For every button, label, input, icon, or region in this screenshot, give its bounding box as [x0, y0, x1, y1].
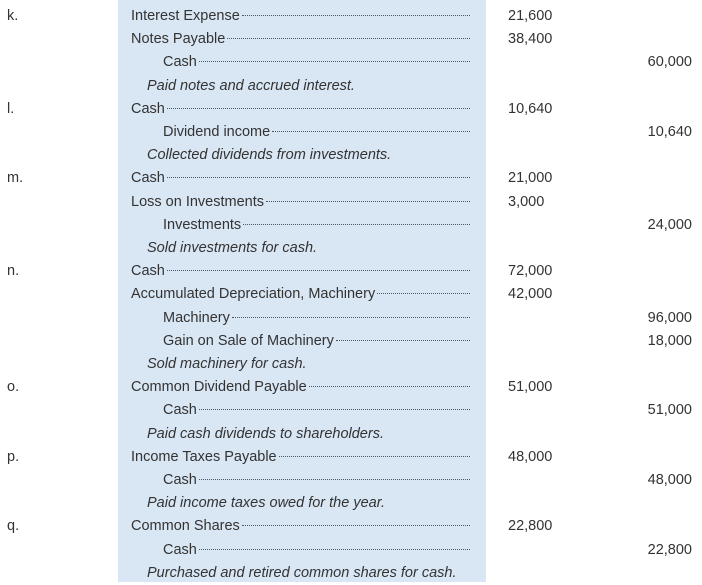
dotted-leader	[199, 478, 470, 480]
entry-memo: Collected dividends from investments.	[147, 147, 392, 164]
dotted-leader	[377, 292, 470, 294]
dotted-leader	[199, 408, 470, 410]
entry-memo: Paid income taxes owed for the year.	[147, 495, 386, 512]
credit-account	[163, 51, 470, 74]
entry-letter: m.	[7, 170, 24, 187]
account-name: Common Shares	[131, 518, 240, 535]
account-name: Cash	[163, 402, 197, 419]
account-name: Cash	[163, 472, 197, 488]
dotted-leader	[336, 339, 470, 341]
credit-account	[163, 307, 470, 330]
account-name: Gain on Sale of Machinery	[163, 332, 334, 349]
debit-account	[131, 446, 470, 469]
debit-account	[131, 28, 470, 51]
journal-line	[0, 51, 702, 74]
debit-amount: 10,640	[508, 100, 553, 117]
dotted-leader	[309, 385, 470, 387]
account-name: Investments	[163, 216, 242, 233]
journal-line	[0, 121, 702, 144]
account-name: Dividend income	[163, 124, 271, 140]
journal-line	[0, 191, 702, 214]
entry-letter: l.	[7, 100, 15, 117]
entry-memo: Paid notes and accrued interest.	[147, 77, 355, 94]
journal-line	[0, 98, 702, 121]
credit-amount: 96,000	[647, 309, 692, 326]
journal-line	[0, 515, 702, 538]
credit-amount: 10,640	[647, 124, 692, 140]
entry-letter: p.	[7, 448, 20, 465]
entry-memo: Sold machinery for cash.	[147, 356, 307, 372]
credit-account	[163, 214, 470, 237]
journal-line	[0, 469, 702, 492]
credit-amount: 24,000	[647, 216, 692, 233]
debit-account	[131, 283, 470, 306]
debit-account	[131, 260, 470, 283]
memo-line	[0, 353, 702, 376]
dotted-leader	[272, 130, 470, 132]
dotted-leader	[266, 200, 470, 202]
credit-amount: 48,000	[647, 472, 692, 488]
entry-letter: k.	[7, 8, 19, 24]
credit-account	[163, 539, 470, 562]
dotted-leader	[167, 176, 470, 178]
account-name: Common Dividend Payable	[131, 379, 307, 396]
entry-letter: n.	[7, 263, 20, 280]
memo-line	[0, 562, 702, 585]
journal-line	[0, 307, 702, 330]
dotted-leader	[279, 455, 470, 457]
debit-amount: 21,000	[508, 170, 553, 187]
dotted-leader	[167, 107, 470, 109]
debit-account	[131, 515, 470, 538]
dotted-leader	[199, 60, 470, 62]
journal-line	[0, 330, 702, 353]
account-name: Cash	[131, 100, 165, 117]
credit-account	[163, 469, 470, 492]
credit-account	[163, 121, 470, 144]
journal-line	[0, 167, 702, 190]
journal-line	[0, 260, 702, 283]
dotted-leader	[227, 37, 470, 39]
journal-line	[0, 214, 702, 237]
credit-account	[163, 330, 470, 353]
dotted-leader	[242, 524, 470, 526]
account-name: Cash	[131, 170, 165, 187]
entry-memo: Paid cash dividends to shareholders.	[147, 425, 384, 442]
entry-letter: q.	[7, 518, 20, 535]
dotted-leader	[232, 316, 470, 318]
debit-amount: 42,000	[508, 286, 553, 303]
debit-account	[131, 98, 470, 121]
credit-amount: 18,000	[647, 332, 692, 349]
journal-line	[0, 539, 702, 562]
account-name: Cash	[131, 263, 165, 280]
journal-line	[0, 5, 702, 28]
entry-memo: Sold investments for cash.	[147, 240, 318, 256]
debit-amount: 72,000	[508, 263, 553, 280]
account-name: Machinery	[163, 309, 230, 326]
debit-account	[131, 376, 470, 399]
credit-amount: 60,000	[647, 54, 692, 71]
memo-line	[0, 492, 702, 515]
dotted-leader	[243, 223, 470, 225]
debit-account	[131, 5, 470, 28]
debit-amount: 22,800	[508, 518, 553, 535]
journal-line	[0, 28, 702, 51]
account-name: Cash	[163, 541, 197, 558]
journal-line	[0, 283, 702, 306]
account-name: Loss on Investments	[131, 193, 264, 210]
entry-memo: Purchased and retired common shares for cash.	[147, 564, 457, 581]
memo-line	[0, 237, 702, 260]
credit-account	[163, 399, 470, 422]
debit-account	[131, 167, 470, 190]
debit-amount: 21,600	[508, 8, 553, 24]
credit-amount: 22,800	[647, 541, 692, 558]
credit-amount: 51,000	[647, 402, 692, 419]
debit-account	[131, 191, 470, 214]
dotted-leader	[199, 548, 470, 550]
account-name: Notes Payable	[131, 31, 226, 48]
debit-amount: 51,000	[508, 379, 553, 396]
account-name: Accumulated Depreciation, Machinery	[131, 286, 376, 303]
memo-line	[0, 75, 702, 98]
debit-amount: 3,000	[508, 193, 545, 210]
debit-amount: 38,400	[508, 31, 553, 48]
memo-line	[0, 144, 702, 167]
dotted-leader	[167, 269, 470, 271]
dotted-leader	[242, 14, 470, 16]
memo-line	[0, 423, 702, 446]
journal-line	[0, 399, 702, 422]
journal-line	[0, 376, 702, 399]
account-name: Interest Expense	[131, 8, 240, 24]
account-name: Income Taxes Payable	[131, 448, 277, 465]
debit-amount: 48,000	[508, 448, 553, 465]
entry-letter: o.	[7, 379, 20, 396]
journal-line	[0, 446, 702, 469]
account-name: Cash	[163, 54, 197, 71]
